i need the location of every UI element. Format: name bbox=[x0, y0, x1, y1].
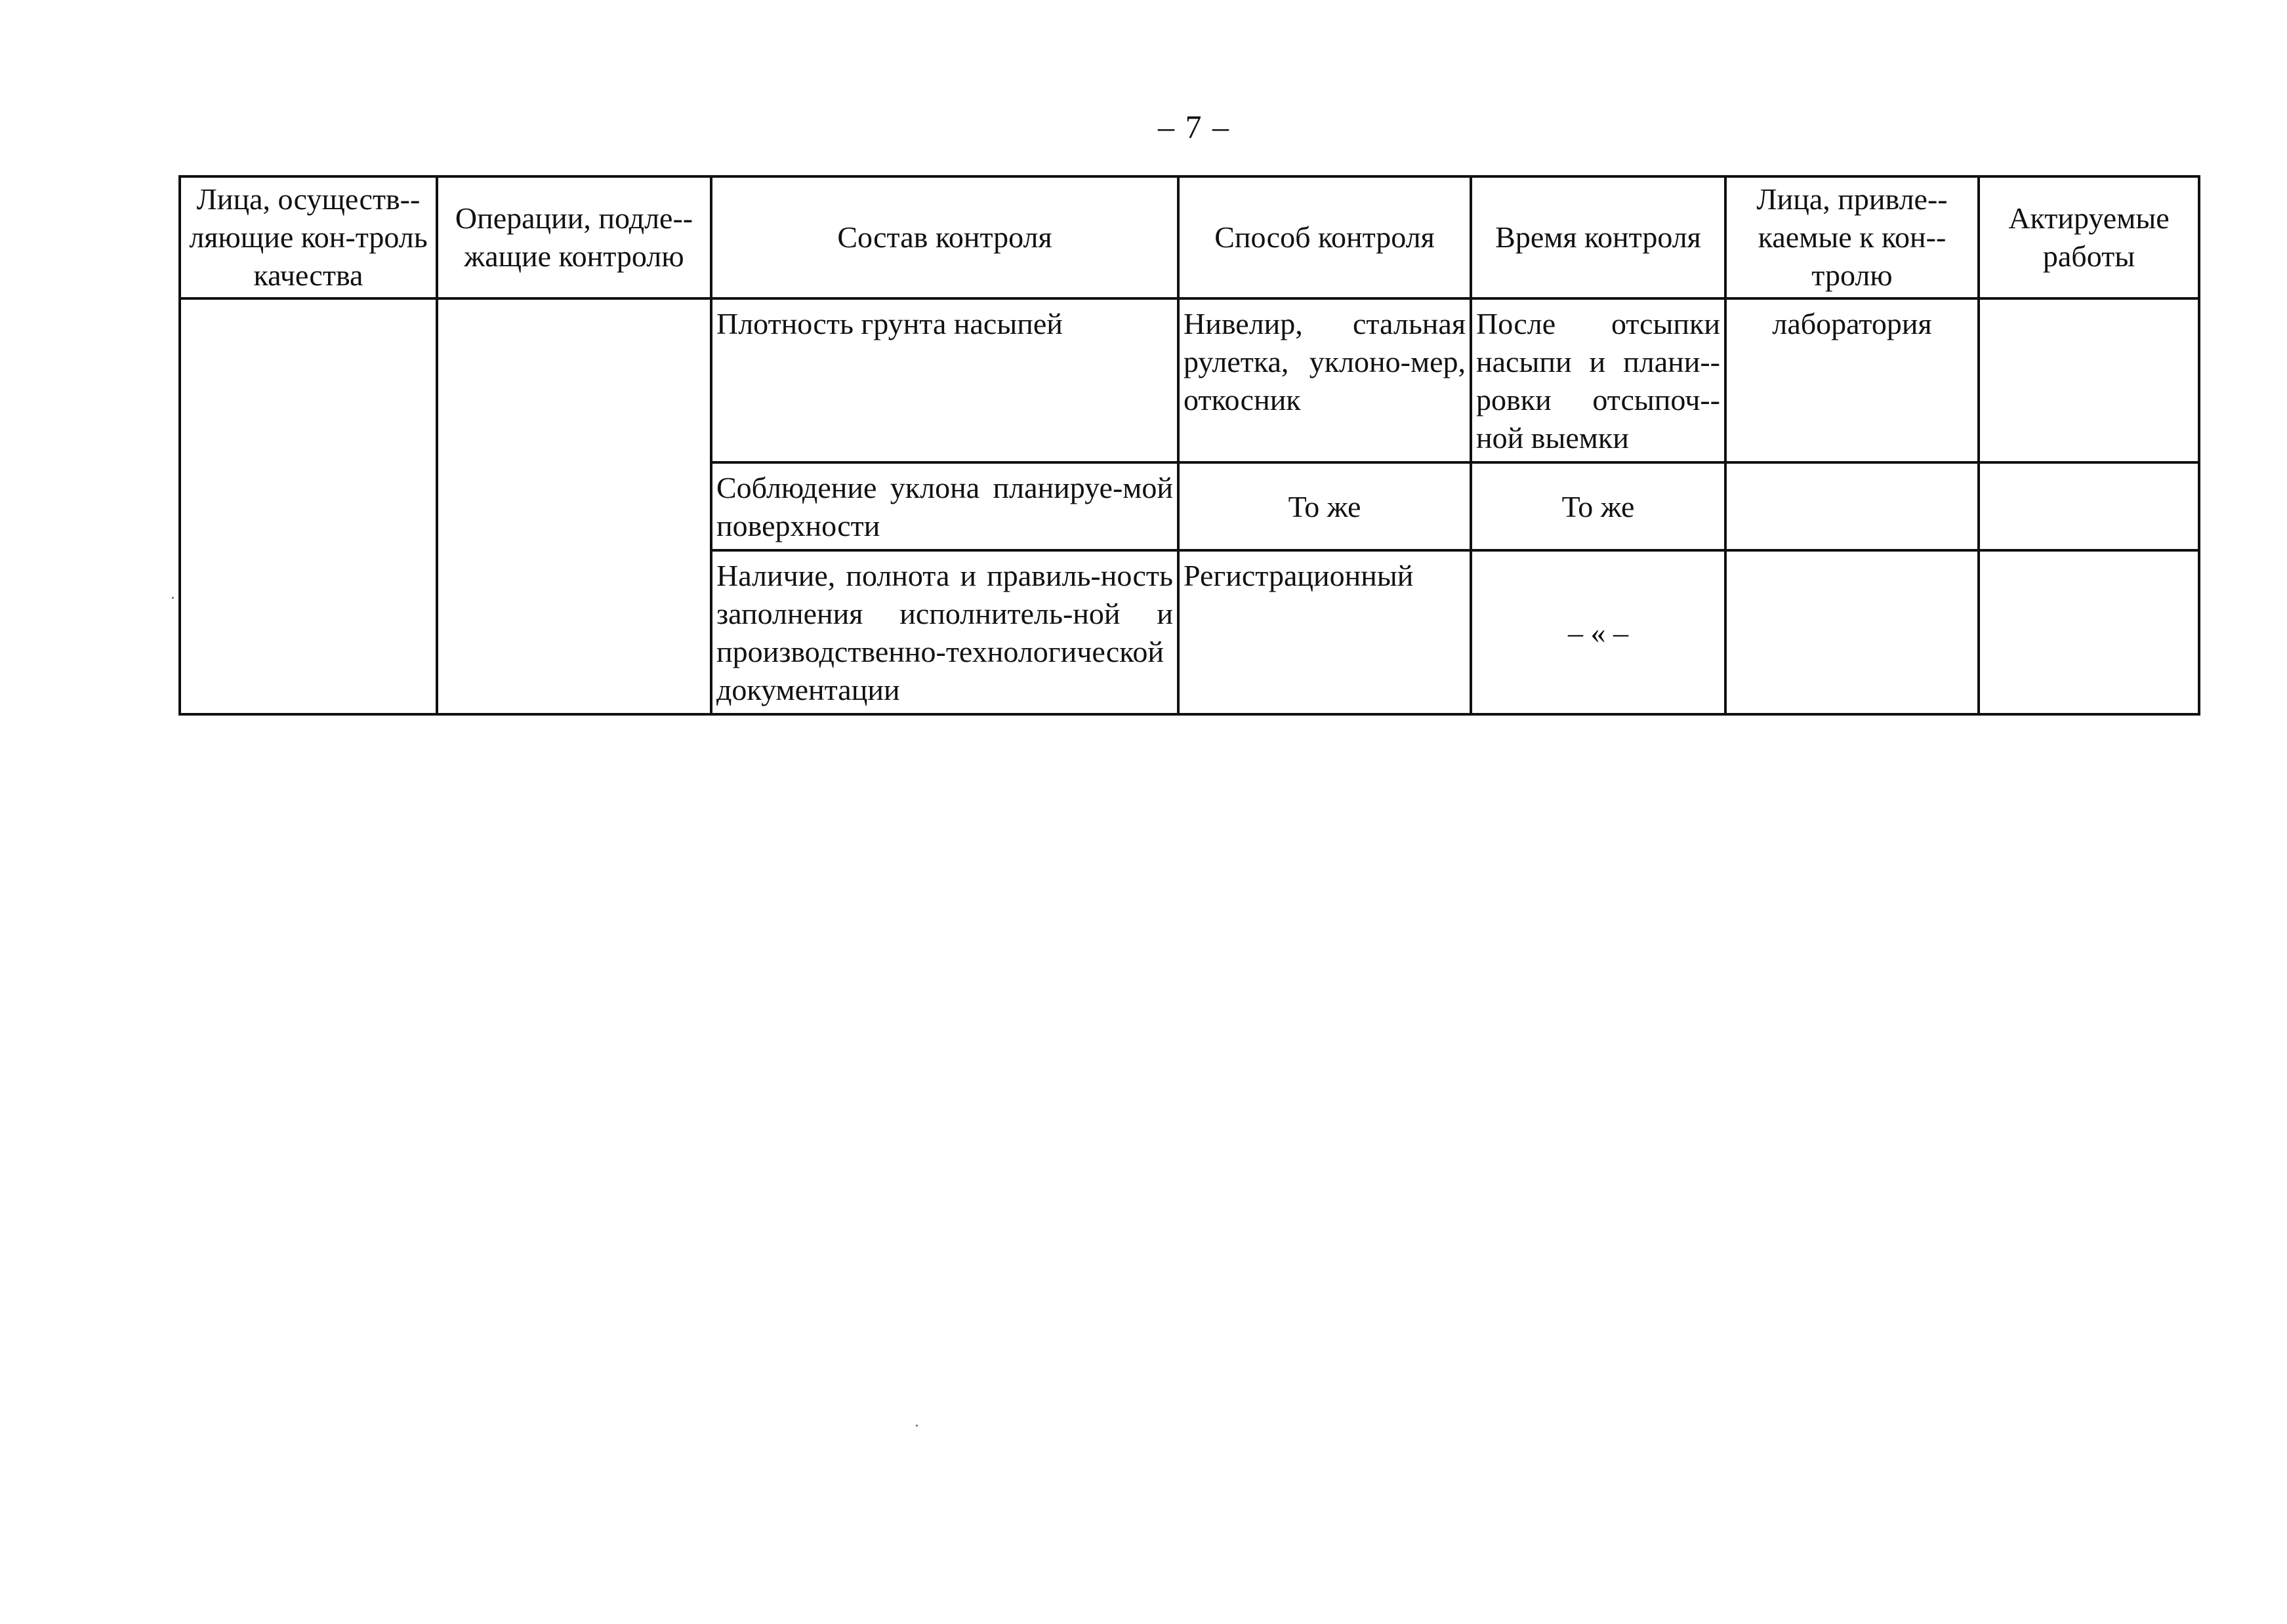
cell-persons-quality bbox=[180, 298, 437, 714]
cell-acted-works bbox=[1979, 550, 2199, 714]
cell-composition: Соблюдение уклона планируе-мой поверхности bbox=[711, 462, 1178, 550]
header-time: Время контроля bbox=[1471, 176, 1725, 298]
header-composition: Состав контроля bbox=[711, 176, 1178, 298]
page-number: – 7 – bbox=[1158, 108, 1230, 145]
header-involved-persons: Лица, привле-каемые к кон-тролю bbox=[1725, 176, 1979, 298]
scan-speck bbox=[172, 597, 174, 599]
cell-acted-works bbox=[1979, 298, 2199, 462]
cell-time: После отсыпки насыпи и плани-ровки отсыпоч-ной выемки bbox=[1471, 298, 1725, 462]
cell-time: То же bbox=[1471, 462, 1725, 550]
header-persons-quality: Лица, осуществ-ляющие кон-троль качества bbox=[180, 176, 437, 298]
header-acted-works: Актируемые работы bbox=[1979, 176, 2199, 298]
cell-involved-persons bbox=[1725, 462, 1979, 550]
cell-involved-persons bbox=[1725, 550, 1979, 714]
table-row bbox=[180, 298, 2199, 462]
cell-involved-persons: лаборатория bbox=[1725, 298, 1979, 462]
cell-method: Нивелир, стальная рулетка, уклоно-мер, откосник bbox=[1178, 298, 1471, 462]
cell-composition: Плотность грунта насыпей bbox=[711, 298, 1178, 462]
header-operations: Операции, подле-жащие контролю bbox=[437, 176, 711, 298]
cell-method: То же bbox=[1178, 462, 1471, 550]
cell-acted-works bbox=[1979, 462, 2199, 550]
scan-speck bbox=[916, 1425, 918, 1427]
cell-composition: Наличие, полнота и правиль-ность заполнения исполнитель-ной и производственно-технологической документации bbox=[711, 550, 1178, 714]
cell-operations bbox=[437, 298, 711, 714]
header-method: Способ контроля bbox=[1178, 176, 1471, 298]
cell-time: – « – bbox=[1471, 550, 1725, 714]
quality-control-table bbox=[178, 175, 2200, 716]
cell-method: Регистрационный bbox=[1178, 550, 1471, 714]
table-header-row bbox=[180, 176, 2199, 298]
